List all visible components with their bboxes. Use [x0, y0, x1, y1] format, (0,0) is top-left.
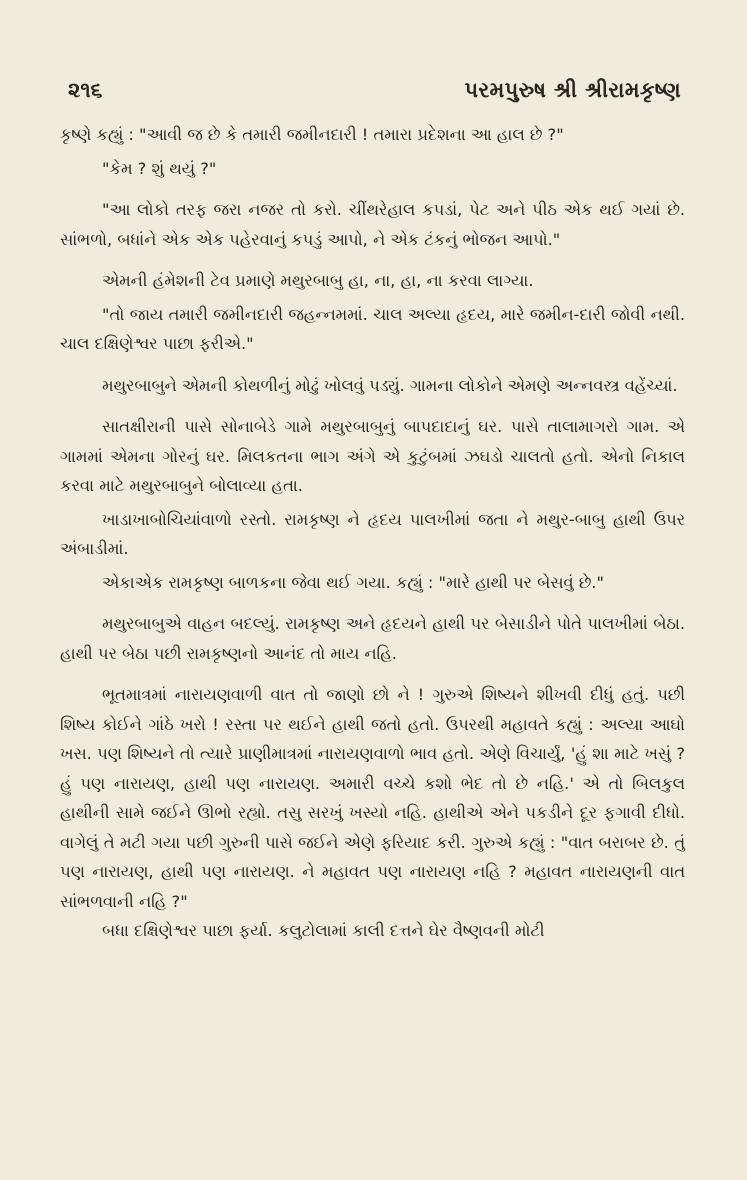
paragraph: "આ લોકો તરફ જરા નજર તો કરો. ચીંથરેહાલ કપડાં, પેટ અને પીઠ એક થઈ ગયાં છે. સાંભળો, બધાંને એક એક પહેરવાનું કપડું આપો, ને એક ટંકનું ભોજન આપો." [60, 200, 685, 249]
page-number: ૨૧૬ [68, 78, 103, 102]
paragraph: મથુરબાબુએ વાહન બદલ્યું. રામકૃષ્ણ અને હૃદયને હાથી પર બેસાડીને પોતે પાલખીમાં બેઠા. હાથી પર બેઠા પછી રામકૃષ્ણનો આનંદ તો માય નહિ. [60, 614, 685, 663]
body-text [60, 120, 685, 946]
page-header [60, 78, 685, 118]
paragraph: સાતક્ષીરાની પાસે સોનાબેડે ગામે મથુરબાબુનું બાપદાદાનું ઘર. પાસે તાલામાગરો ગામ. એ ગામમાં એમના ગોરનું ઘર. મિલકતના ભાગ અંગે એ કુટુંબમાં ઝઘડો ચાલતો હતો. એનો નિકાલ કરવા માટે મથુરબાબુને બોલાવ્યા હતા. [60, 417, 685, 495]
running-title: પરમપુરુષ શ્રી શ્રીરામકૃષ્ણ [464, 78, 681, 102]
paragraph: ખાડાખાબોચિયાંવાળો રસ્તો. રામકૃષ્ણ ને હૃદય પાલખીમાં જતા ને મથુર-બાબુ હાથી ઉપર અંબાડીમાં. [60, 509, 685, 558]
paragraph: "તો જાય તમારી જમીનદારી જહન્નમમાં. ચાલ અલ્યા હૃદય, મારે જમીન-દારી જોવી નથી. ચાલ દક્ષિણેશ્વર પાછા ફરીએ." [60, 304, 685, 353]
paragraph: એમની હંમેશની ટેવ પ્રમાણે મથુરબાબુ હા, ના, હા, ના કરવા લાગ્યા. [102, 271, 534, 290]
paragraph: મથુરબાબુને એમની કોથળીનું મોઢું ખોલવું પડ્યું. ગામના લોકોને એમણે અન્નવસ્ત્ર વહેંચ્યાં. [102, 375, 678, 395]
paragraph: ભૂતમાત્રમાં નારાયણવાળી વાત તો જાણો છો ને ! ગુરુએ શિષ્યને શીખવી દીધું હતું. પછી શિષ્ય કોઈને ગાંઠે ખરો ! રસ્તા પર થઈને હાથી જતો હતો. ઉપરથી મહાવતે કહ્યું : અલ્યા આઘો ખસ. પણ શિષ્યને તો ત્યારે પ્રાણીમાત્રમાં નારાયણવાળો ભાવ હતો. એણે વિચાર્યું, 'હું શા માટે ખસું ? હું પણ નારાયણ, હાથી પણ નારાયણ. અમારી વચ્ચે કશો ભેદ તો છે નહિ.' એ તો બિલકુલ હાથીની સામે જઈને ઊભો રહ્યો. તસુ સરખું ખસ્યો નહિ. હાથીએ એને પકડીને દૂર ફગાવી દીધો. વાગેલું તે મટી ગયા પછી ગુરુની પાસે જઈને એણે ફરિયાદ કરી. ગુરુએ કહ્યું : "વાત બરાબર છે. તું પણ નારાયણ, હાથી પણ નારાયણ. ને મહાવત પણ નારાયણ નહિ ? મહાવત નારાયણની વાત સાંભળવાની નહિ ?" [60, 685, 685, 911]
paragraph: બધા દક્ષિણેશ્વર પાછા ફર્યા. કલુટોલામાં કાલી દત્તને ઘેર વૈષ્ણવની મોટી [102, 921, 545, 940]
paragraph: કૃષ્ણે કહ્યું : "આવી જ છે કે તમારી જમીનદારી ! તમારા પ્રદેશના આ હાલ છે ?" [60, 125, 564, 144]
paragraph: એકાએક રામકૃષ્ણ બાળકના જેવા થઈ ગયા. કહ્યું : "મારે હાથી પર બેસવું છે." [102, 572, 604, 592]
paragraph: "કેમ ? શું થયું ?" [102, 158, 217, 178]
